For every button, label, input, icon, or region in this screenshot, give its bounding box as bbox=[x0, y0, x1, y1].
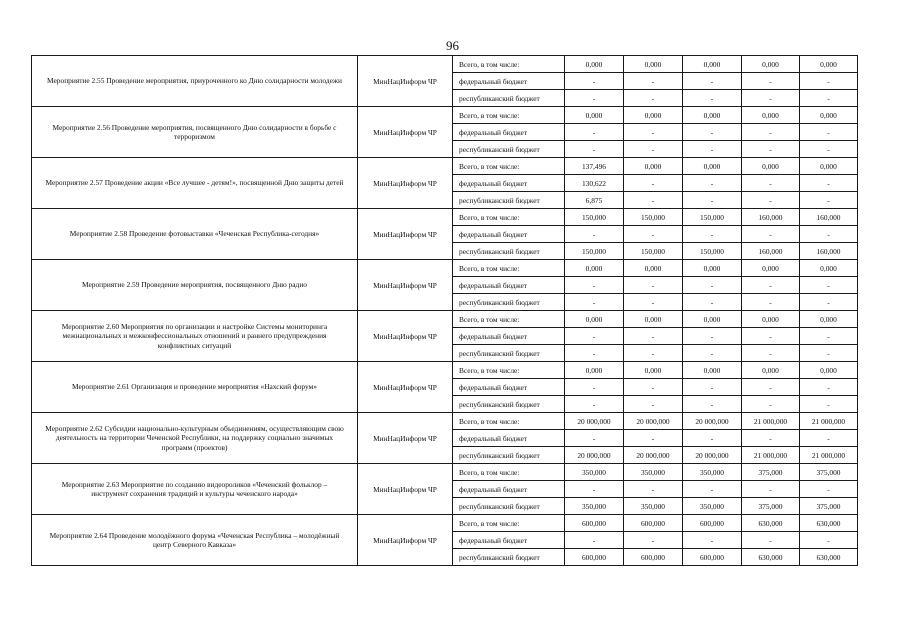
executor-cell: МинНацИнформ ЧР bbox=[358, 464, 453, 515]
amount-cell: 0,000 bbox=[565, 107, 624, 124]
amount-cell: - bbox=[742, 379, 800, 396]
event-name-cell: Мероприятие 2.55 Проведение мероприятия, приуроченного ко Дню солидарности молодежи bbox=[32, 56, 358, 107]
amount-cell: 160,000 bbox=[742, 243, 800, 260]
amount-cell: 0,000 bbox=[683, 311, 742, 328]
amount-cell: 0,000 bbox=[800, 56, 858, 73]
amount-cell: - bbox=[565, 481, 624, 498]
amount-cell: 0,000 bbox=[624, 158, 683, 175]
funding-source-cell: республиканский бюджет bbox=[453, 549, 565, 566]
amount-cell: - bbox=[565, 379, 624, 396]
amount-cell: 350,000 bbox=[624, 464, 683, 481]
amount-cell: - bbox=[683, 481, 742, 498]
amount-cell: - bbox=[683, 345, 742, 362]
amount-cell: 150,000 bbox=[565, 243, 624, 260]
amount-cell: - bbox=[683, 192, 742, 209]
amount-cell: 0,000 bbox=[683, 56, 742, 73]
amount-cell: - bbox=[800, 73, 858, 90]
amount-cell: - bbox=[683, 175, 742, 192]
amount-cell: 0,000 bbox=[800, 362, 858, 379]
funding-source-cell: федеральный бюджет bbox=[453, 379, 565, 396]
amount-cell: 600,000 bbox=[565, 515, 624, 532]
amount-cell: 600,000 bbox=[565, 549, 624, 566]
page-number: 96 bbox=[446, 38, 459, 53]
amount-cell: 375,000 bbox=[800, 464, 858, 481]
amount-cell: - bbox=[565, 226, 624, 243]
funding-source-cell: федеральный бюджет bbox=[453, 328, 565, 345]
table-row bbox=[32, 464, 858, 481]
amount-cell: - bbox=[800, 481, 858, 498]
amount-cell: 130,622 bbox=[565, 175, 624, 192]
amount-cell: - bbox=[624, 124, 683, 141]
event-name-cell: Мероприятие 2.56 Проведение мероприятия, посвященного Дню солидарности в борьбе с терроризмом bbox=[32, 107, 358, 158]
amount-cell: - bbox=[742, 141, 800, 158]
amount-cell: - bbox=[800, 345, 858, 362]
funding-source-cell: федеральный бюджет bbox=[453, 175, 565, 192]
amount-cell: - bbox=[800, 90, 858, 107]
table-row bbox=[32, 260, 858, 277]
amount-cell: - bbox=[742, 124, 800, 141]
funding-source-cell: республиканский бюджет bbox=[453, 294, 565, 311]
amount-cell: - bbox=[742, 430, 800, 447]
table-row bbox=[32, 311, 858, 328]
amount-cell: 0,000 bbox=[624, 56, 683, 73]
amount-cell: - bbox=[683, 328, 742, 345]
amount-cell: - bbox=[624, 379, 683, 396]
amount-cell: 0,000 bbox=[742, 362, 800, 379]
amount-cell: - bbox=[800, 396, 858, 413]
amount-cell: 600,000 bbox=[624, 515, 683, 532]
amount-cell: 0,000 bbox=[742, 107, 800, 124]
funding-source-cell: республиканский бюджет bbox=[453, 498, 565, 515]
amount-cell: 6,875 bbox=[565, 192, 624, 209]
amount-cell: 0,000 bbox=[624, 260, 683, 277]
amount-cell: 0,000 bbox=[683, 260, 742, 277]
event-name-cell: Мероприятие 2.59 Проведение мероприятия, посвященного Дню радио bbox=[32, 260, 358, 311]
amount-cell: 20 000,000 bbox=[683, 413, 742, 430]
table-row bbox=[32, 362, 858, 379]
amount-cell: 0,000 bbox=[800, 311, 858, 328]
amount-cell: 350,000 bbox=[624, 498, 683, 515]
event-name-cell: Мероприятие 2.63 Мероприятие по созданию видеороликов «Чеченский фольклор – инструмент сохранения традиций и культуры чеченского народа» bbox=[32, 464, 358, 515]
amount-cell: - bbox=[565, 124, 624, 141]
amount-cell: - bbox=[683, 396, 742, 413]
amount-cell: 160,000 bbox=[800, 243, 858, 260]
amount-cell: - bbox=[624, 532, 683, 549]
amount-cell: - bbox=[624, 141, 683, 158]
amount-cell: - bbox=[624, 277, 683, 294]
executor-cell: МинНацИнформ ЧР bbox=[358, 158, 453, 209]
amount-cell: 350,000 bbox=[565, 464, 624, 481]
amount-cell: 350,000 bbox=[683, 498, 742, 515]
amount-cell: 20 000,000 bbox=[565, 447, 624, 464]
executor-cell: МинНацИнформ ЧР bbox=[358, 260, 453, 311]
amount-cell: 150,000 bbox=[565, 209, 624, 226]
amount-cell: - bbox=[742, 277, 800, 294]
amount-cell: - bbox=[565, 430, 624, 447]
amount-cell: - bbox=[624, 294, 683, 311]
amount-cell: 20 000,000 bbox=[565, 413, 624, 430]
amount-cell: - bbox=[565, 532, 624, 549]
executor-cell: МинНацИнформ ЧР bbox=[358, 515, 453, 566]
amount-cell: 137,496 bbox=[565, 158, 624, 175]
amount-cell: 150,000 bbox=[624, 243, 683, 260]
amount-cell: - bbox=[565, 345, 624, 362]
amount-cell: - bbox=[742, 73, 800, 90]
budget-table bbox=[31, 55, 858, 566]
amount-cell: 375,000 bbox=[742, 498, 800, 515]
event-name-cell: Мероприятие 2.64 Проведение молодёжного форума «Чеченская Республика – молодёжный центр Северного Кавказа» bbox=[32, 515, 358, 566]
amount-cell: - bbox=[624, 328, 683, 345]
amount-cell: - bbox=[624, 396, 683, 413]
executor-cell: МинНацИнформ ЧР bbox=[358, 311, 453, 362]
amount-cell: 20 000,000 bbox=[683, 447, 742, 464]
amount-cell: 21 000,000 bbox=[742, 413, 800, 430]
funding-source-cell: федеральный бюджет bbox=[453, 481, 565, 498]
table-row bbox=[32, 107, 858, 124]
funding-source-cell: Всего, в том числе: bbox=[453, 413, 565, 430]
amount-cell: - bbox=[800, 226, 858, 243]
amount-cell: 0,000 bbox=[624, 362, 683, 379]
amount-cell: - bbox=[800, 532, 858, 549]
budget-table-body bbox=[32, 56, 858, 566]
amount-cell: - bbox=[565, 328, 624, 345]
event-name-cell: Мероприятие 2.61 Организация и проведение мероприятия «Нахский форум» bbox=[32, 362, 358, 413]
amount-cell: - bbox=[800, 175, 858, 192]
funding-source-cell: федеральный бюджет bbox=[453, 277, 565, 294]
funding-source-cell: федеральный бюджет bbox=[453, 532, 565, 549]
amount-cell: - bbox=[624, 90, 683, 107]
amount-cell: - bbox=[565, 141, 624, 158]
amount-cell: - bbox=[683, 532, 742, 549]
funding-source-cell: Всего, в том числе: bbox=[453, 260, 565, 277]
amount-cell: 150,000 bbox=[683, 243, 742, 260]
amount-cell: 160,000 bbox=[742, 209, 800, 226]
amount-cell: 600,000 bbox=[624, 549, 683, 566]
amount-cell: - bbox=[624, 481, 683, 498]
event-name-cell: Мероприятие 2.58 Проведение фотовыставки «Чеченская Республика-сегодня» bbox=[32, 209, 358, 260]
amount-cell: - bbox=[624, 430, 683, 447]
amount-cell: 630,000 bbox=[800, 549, 858, 566]
amount-cell: - bbox=[742, 345, 800, 362]
funding-source-cell: республиканский бюджет bbox=[453, 345, 565, 362]
funding-source-cell: федеральный бюджет bbox=[453, 124, 565, 141]
funding-source-cell: республиканский бюджет bbox=[453, 243, 565, 260]
amount-cell: 20 000,000 bbox=[624, 447, 683, 464]
amount-cell: 0,000 bbox=[742, 260, 800, 277]
funding-source-cell: республиканский бюджет bbox=[453, 90, 565, 107]
amount-cell: 0,000 bbox=[800, 107, 858, 124]
amount-cell: 375,000 bbox=[800, 498, 858, 515]
amount-cell: 0,000 bbox=[624, 311, 683, 328]
funding-source-cell: федеральный бюджет bbox=[453, 73, 565, 90]
amount-cell: - bbox=[742, 90, 800, 107]
amount-cell: - bbox=[683, 226, 742, 243]
amount-cell: 0,000 bbox=[565, 56, 624, 73]
amount-cell: - bbox=[683, 379, 742, 396]
funding-source-cell: Всего, в том числе: bbox=[453, 56, 565, 73]
amount-cell: - bbox=[742, 328, 800, 345]
executor-cell: МинНацИнформ ЧР bbox=[358, 107, 453, 158]
amount-cell: - bbox=[683, 294, 742, 311]
event-name-cell: Мероприятие 2.60 Мероприятия по организации и настройке Системы мониторинга межнациональных и межконфессиональных отношений и раннего предупреждения конфликтных ситуаций bbox=[32, 311, 358, 362]
amount-cell: - bbox=[742, 175, 800, 192]
amount-cell: - bbox=[742, 226, 800, 243]
amount-cell: 0,000 bbox=[742, 158, 800, 175]
amount-cell: - bbox=[742, 192, 800, 209]
funding-source-cell: Всего, в том числе: bbox=[453, 107, 565, 124]
funding-source-cell: Всего, в том числе: bbox=[453, 311, 565, 328]
amount-cell: 0,000 bbox=[683, 107, 742, 124]
amount-cell: 630,000 bbox=[800, 515, 858, 532]
funding-source-cell: республиканский бюджет bbox=[453, 192, 565, 209]
amount-cell: 0,000 bbox=[800, 260, 858, 277]
event-name-cell: Мероприятие 2.62 Субсидии национально-культурным объединениям, осуществляющим свою деятельность на территории Чеченской Республики, на поддержку социально значимых программ (проектов) bbox=[32, 413, 358, 464]
amount-cell: - bbox=[565, 396, 624, 413]
funding-source-cell: федеральный бюджет bbox=[453, 226, 565, 243]
amount-cell: 150,000 bbox=[624, 209, 683, 226]
amount-cell: 21 000,000 bbox=[742, 447, 800, 464]
funding-source-cell: Всего, в том числе: bbox=[453, 362, 565, 379]
amount-cell: 350,000 bbox=[683, 464, 742, 481]
amount-cell: 630,000 bbox=[742, 515, 800, 532]
table-row bbox=[32, 158, 858, 175]
amount-cell: - bbox=[624, 345, 683, 362]
amount-cell: - bbox=[800, 328, 858, 345]
amount-cell: 150,000 bbox=[683, 209, 742, 226]
amount-cell: 21 000,000 bbox=[800, 447, 858, 464]
amount-cell: 600,000 bbox=[683, 549, 742, 566]
amount-cell: - bbox=[683, 277, 742, 294]
amount-cell: 0,000 bbox=[565, 260, 624, 277]
amount-cell: 375,000 bbox=[742, 464, 800, 481]
amount-cell: - bbox=[800, 294, 858, 311]
amount-cell: 0,000 bbox=[800, 158, 858, 175]
amount-cell: 21 000,000 bbox=[800, 413, 858, 430]
amount-cell: - bbox=[624, 226, 683, 243]
amount-cell: 600,000 bbox=[683, 515, 742, 532]
amount-cell: 0,000 bbox=[742, 56, 800, 73]
amount-cell: - bbox=[800, 124, 858, 141]
amount-cell: - bbox=[800, 192, 858, 209]
amount-cell: 0,000 bbox=[565, 362, 624, 379]
funding-source-cell: республиканский бюджет bbox=[453, 447, 565, 464]
amount-cell: - bbox=[565, 277, 624, 294]
amount-cell: 160,000 bbox=[800, 209, 858, 226]
amount-cell: - bbox=[742, 532, 800, 549]
amount-cell: - bbox=[742, 396, 800, 413]
amount-cell: - bbox=[742, 481, 800, 498]
amount-cell: 350,000 bbox=[565, 498, 624, 515]
amount-cell: 0,000 bbox=[742, 311, 800, 328]
amount-cell: - bbox=[683, 124, 742, 141]
amount-cell: - bbox=[565, 294, 624, 311]
amount-cell: - bbox=[683, 73, 742, 90]
amount-cell: 630,000 bbox=[742, 549, 800, 566]
amount-cell: - bbox=[624, 175, 683, 192]
table-row bbox=[32, 56, 858, 73]
amount-cell: - bbox=[565, 73, 624, 90]
executor-cell: МинНацИнформ ЧР bbox=[358, 413, 453, 464]
funding-source-cell: Всего, в том числе: bbox=[453, 209, 565, 226]
amount-cell: 0,000 bbox=[624, 107, 683, 124]
table-row bbox=[32, 209, 858, 226]
executor-cell: МинНацИнформ ЧР bbox=[358, 209, 453, 260]
amount-cell: - bbox=[683, 90, 742, 107]
amount-cell: - bbox=[742, 294, 800, 311]
funding-source-cell: республиканский бюджет bbox=[453, 141, 565, 158]
funding-source-cell: федеральный бюджет bbox=[453, 430, 565, 447]
executor-cell: МинНацИнформ ЧР bbox=[358, 362, 453, 413]
amount-cell: - bbox=[624, 73, 683, 90]
amount-cell: - bbox=[800, 277, 858, 294]
amount-cell: 20 000,000 bbox=[624, 413, 683, 430]
amount-cell: - bbox=[565, 90, 624, 107]
table-row bbox=[32, 515, 858, 532]
table-row bbox=[32, 413, 858, 430]
amount-cell: - bbox=[624, 192, 683, 209]
amount-cell: - bbox=[683, 141, 742, 158]
amount-cell: 0,000 bbox=[565, 311, 624, 328]
funding-source-cell: республиканский бюджет bbox=[453, 396, 565, 413]
event-name-cell: Мероприятие 2.57 Проведение акции «Все лучшее - детям!», посвященной Дню защиты детей bbox=[32, 158, 358, 209]
amount-cell: - bbox=[800, 141, 858, 158]
funding-source-cell: Всего, в том числе: bbox=[453, 464, 565, 481]
amount-cell: 0,000 bbox=[683, 158, 742, 175]
executor-cell: МинНацИнформ ЧР bbox=[358, 56, 453, 107]
amount-cell: - bbox=[683, 430, 742, 447]
funding-source-cell: Всего, в том числе: bbox=[453, 158, 565, 175]
funding-source-cell: Всего, в том числе: bbox=[453, 515, 565, 532]
amount-cell: - bbox=[800, 430, 858, 447]
amount-cell: - bbox=[800, 379, 858, 396]
amount-cell: 0,000 bbox=[683, 362, 742, 379]
